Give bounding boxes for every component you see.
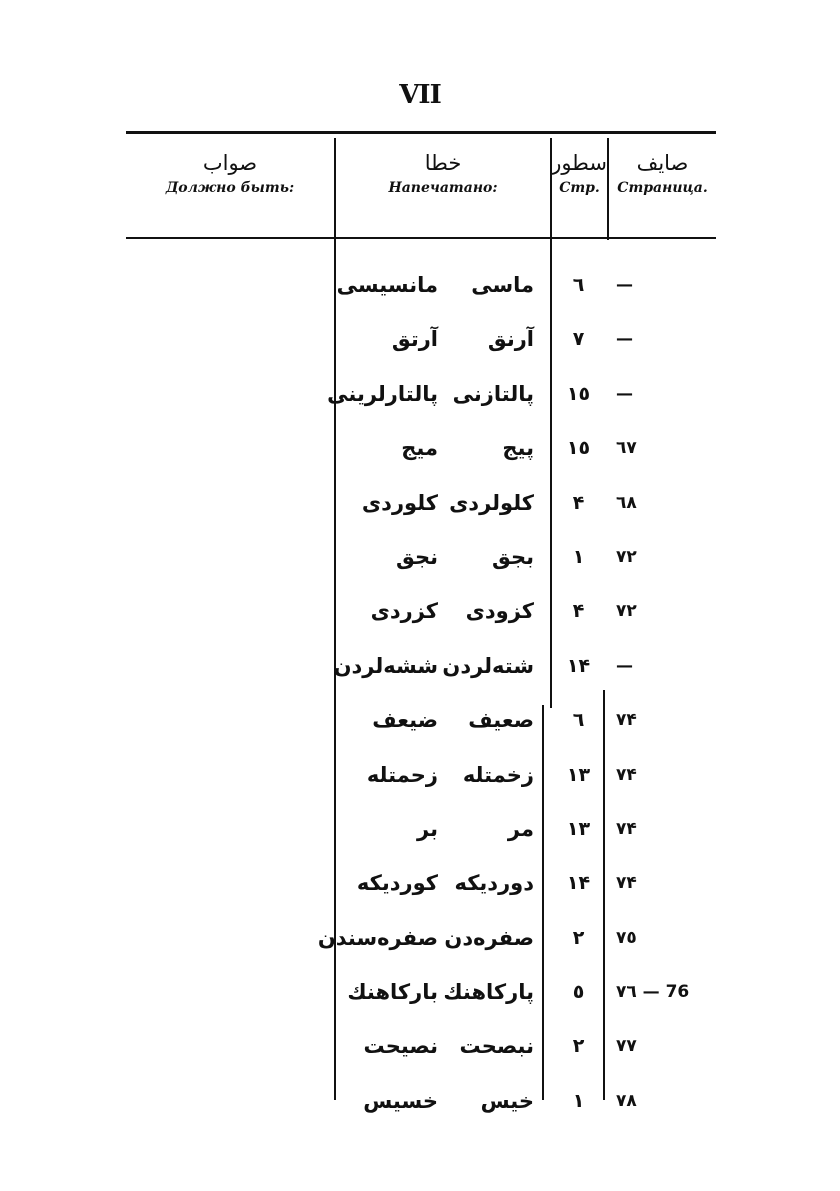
header-printed [336,150,550,196]
correct-text: آرتق [391,327,438,352]
header-line-russian: Стр. [559,180,600,196]
header-printed-arabic: خطا [424,151,462,175]
printed-text: پاركاهنك [443,980,534,1005]
line-number: ١٥ [566,382,591,405]
page-number-cell: ٧٥ [616,927,637,948]
header-page-russian: Страница. [617,180,708,196]
line-number: ١۴ [566,872,591,895]
line-number: ١٥ [566,437,591,460]
page-number-cell: ٧۴ [616,873,637,894]
table-row [126,802,716,856]
correct-text: ضيعف [372,708,438,733]
table-row [126,258,716,312]
table-row [126,421,716,475]
line-number: ٧ [572,328,585,351]
correct-text: كزردى [370,599,438,624]
header-correct [126,150,334,196]
page-number-cell: ٧۴ [616,818,637,839]
page-number-cell: ٧٨ [616,1090,637,1111]
page-number-cell: — [616,655,633,676]
printed-text: پيج [502,436,534,461]
printed-text: پالتازنى [452,381,534,406]
page-number-cell: ٧٢ [616,546,637,567]
printed-text: آرنق [487,327,534,352]
line-number: ١ [572,1089,585,1112]
correct-text: نصيحت [363,1034,438,1059]
page-number-cell: — [616,275,633,295]
page-number-cell: ٦٧ [616,438,637,459]
table-row [126,911,716,965]
line-number: ۴ [572,491,585,514]
table-row [126,856,716,910]
table-row [126,367,716,421]
line-number: ٥ [572,981,585,1004]
table-row [126,312,716,366]
table-row [126,1074,716,1128]
printed-text: شتەلردن [442,653,534,678]
table-row [126,965,716,1019]
page-number: VII [399,80,441,110]
page-number-cell: ٦٨ [616,492,637,513]
page-number-cell: — [616,329,633,350]
table-row [126,748,716,802]
line-number: ١٣ [566,763,591,786]
printed-text: ماسى [471,273,534,297]
line-number: ٢ [572,926,585,949]
page-number-cell: — [616,383,633,404]
line-number: ٢ [572,1035,585,1058]
line-number: ١٣ [566,817,591,840]
header-line-arabic: سطور [551,151,607,175]
page-number-cell: ٧۴ [616,764,637,785]
table-row [126,584,716,638]
header-page [609,150,716,196]
header-line [552,150,607,196]
page-number-cell: ٧٧ [616,1036,637,1057]
table-row [126,476,716,530]
header-correct-russian: Должно быть: [165,180,295,196]
printed-text: مر [507,816,534,841]
line-number: ١۴ [566,654,591,677]
line-number: ٦ [572,274,585,296]
printed-text: خيس [480,1088,534,1113]
printed-text: كزودى [465,599,534,624]
correct-text: بر [417,816,438,841]
correct-text: باركاهنك [347,980,438,1005]
printed-text: صعيف [468,708,534,733]
table-row [126,530,716,584]
correct-text: كورديكە [356,871,438,896]
correct-text: صفرەسندن [317,925,438,950]
table-row [126,693,716,747]
correct-text: ميج [401,436,438,461]
header-printed-russian: Напечатано: [388,180,498,196]
printed-text: صفرەدن [444,925,534,950]
correct-text: كلوردى [361,490,438,515]
line-number: ٦ [572,709,585,732]
printed-text: زخمتلە [462,762,534,787]
correct-text: پالتارلرينى [327,381,438,406]
printed-text: دورديكە [454,871,534,896]
table-row [126,1019,716,1073]
printed-text: كلولردى [449,490,534,515]
printed-text: بجق [492,544,534,569]
correct-text: ششەلردن [333,653,438,678]
line-number: ۴ [572,600,585,623]
line-number: ١ [572,545,585,568]
printed-text: نبصحت [459,1034,534,1059]
table-row [126,639,716,693]
correct-text: نجق [396,544,438,569]
page-number-cell: ٧٢ [616,601,637,622]
page-number-cell: ٧٦ — 76 [616,982,690,1003]
correct-text: زحمتلە [366,762,438,787]
page-number-cell: ٧۴ [616,710,637,731]
correct-text: خسيس [363,1088,438,1113]
header-correct-arabic: صواب [202,151,258,175]
header-rule [126,237,716,239]
correct-text: مانسيسى [336,273,438,297]
header-page-arabic: صايف [636,151,689,175]
top-rule [126,131,716,134]
errata-table-body [126,258,716,1128]
